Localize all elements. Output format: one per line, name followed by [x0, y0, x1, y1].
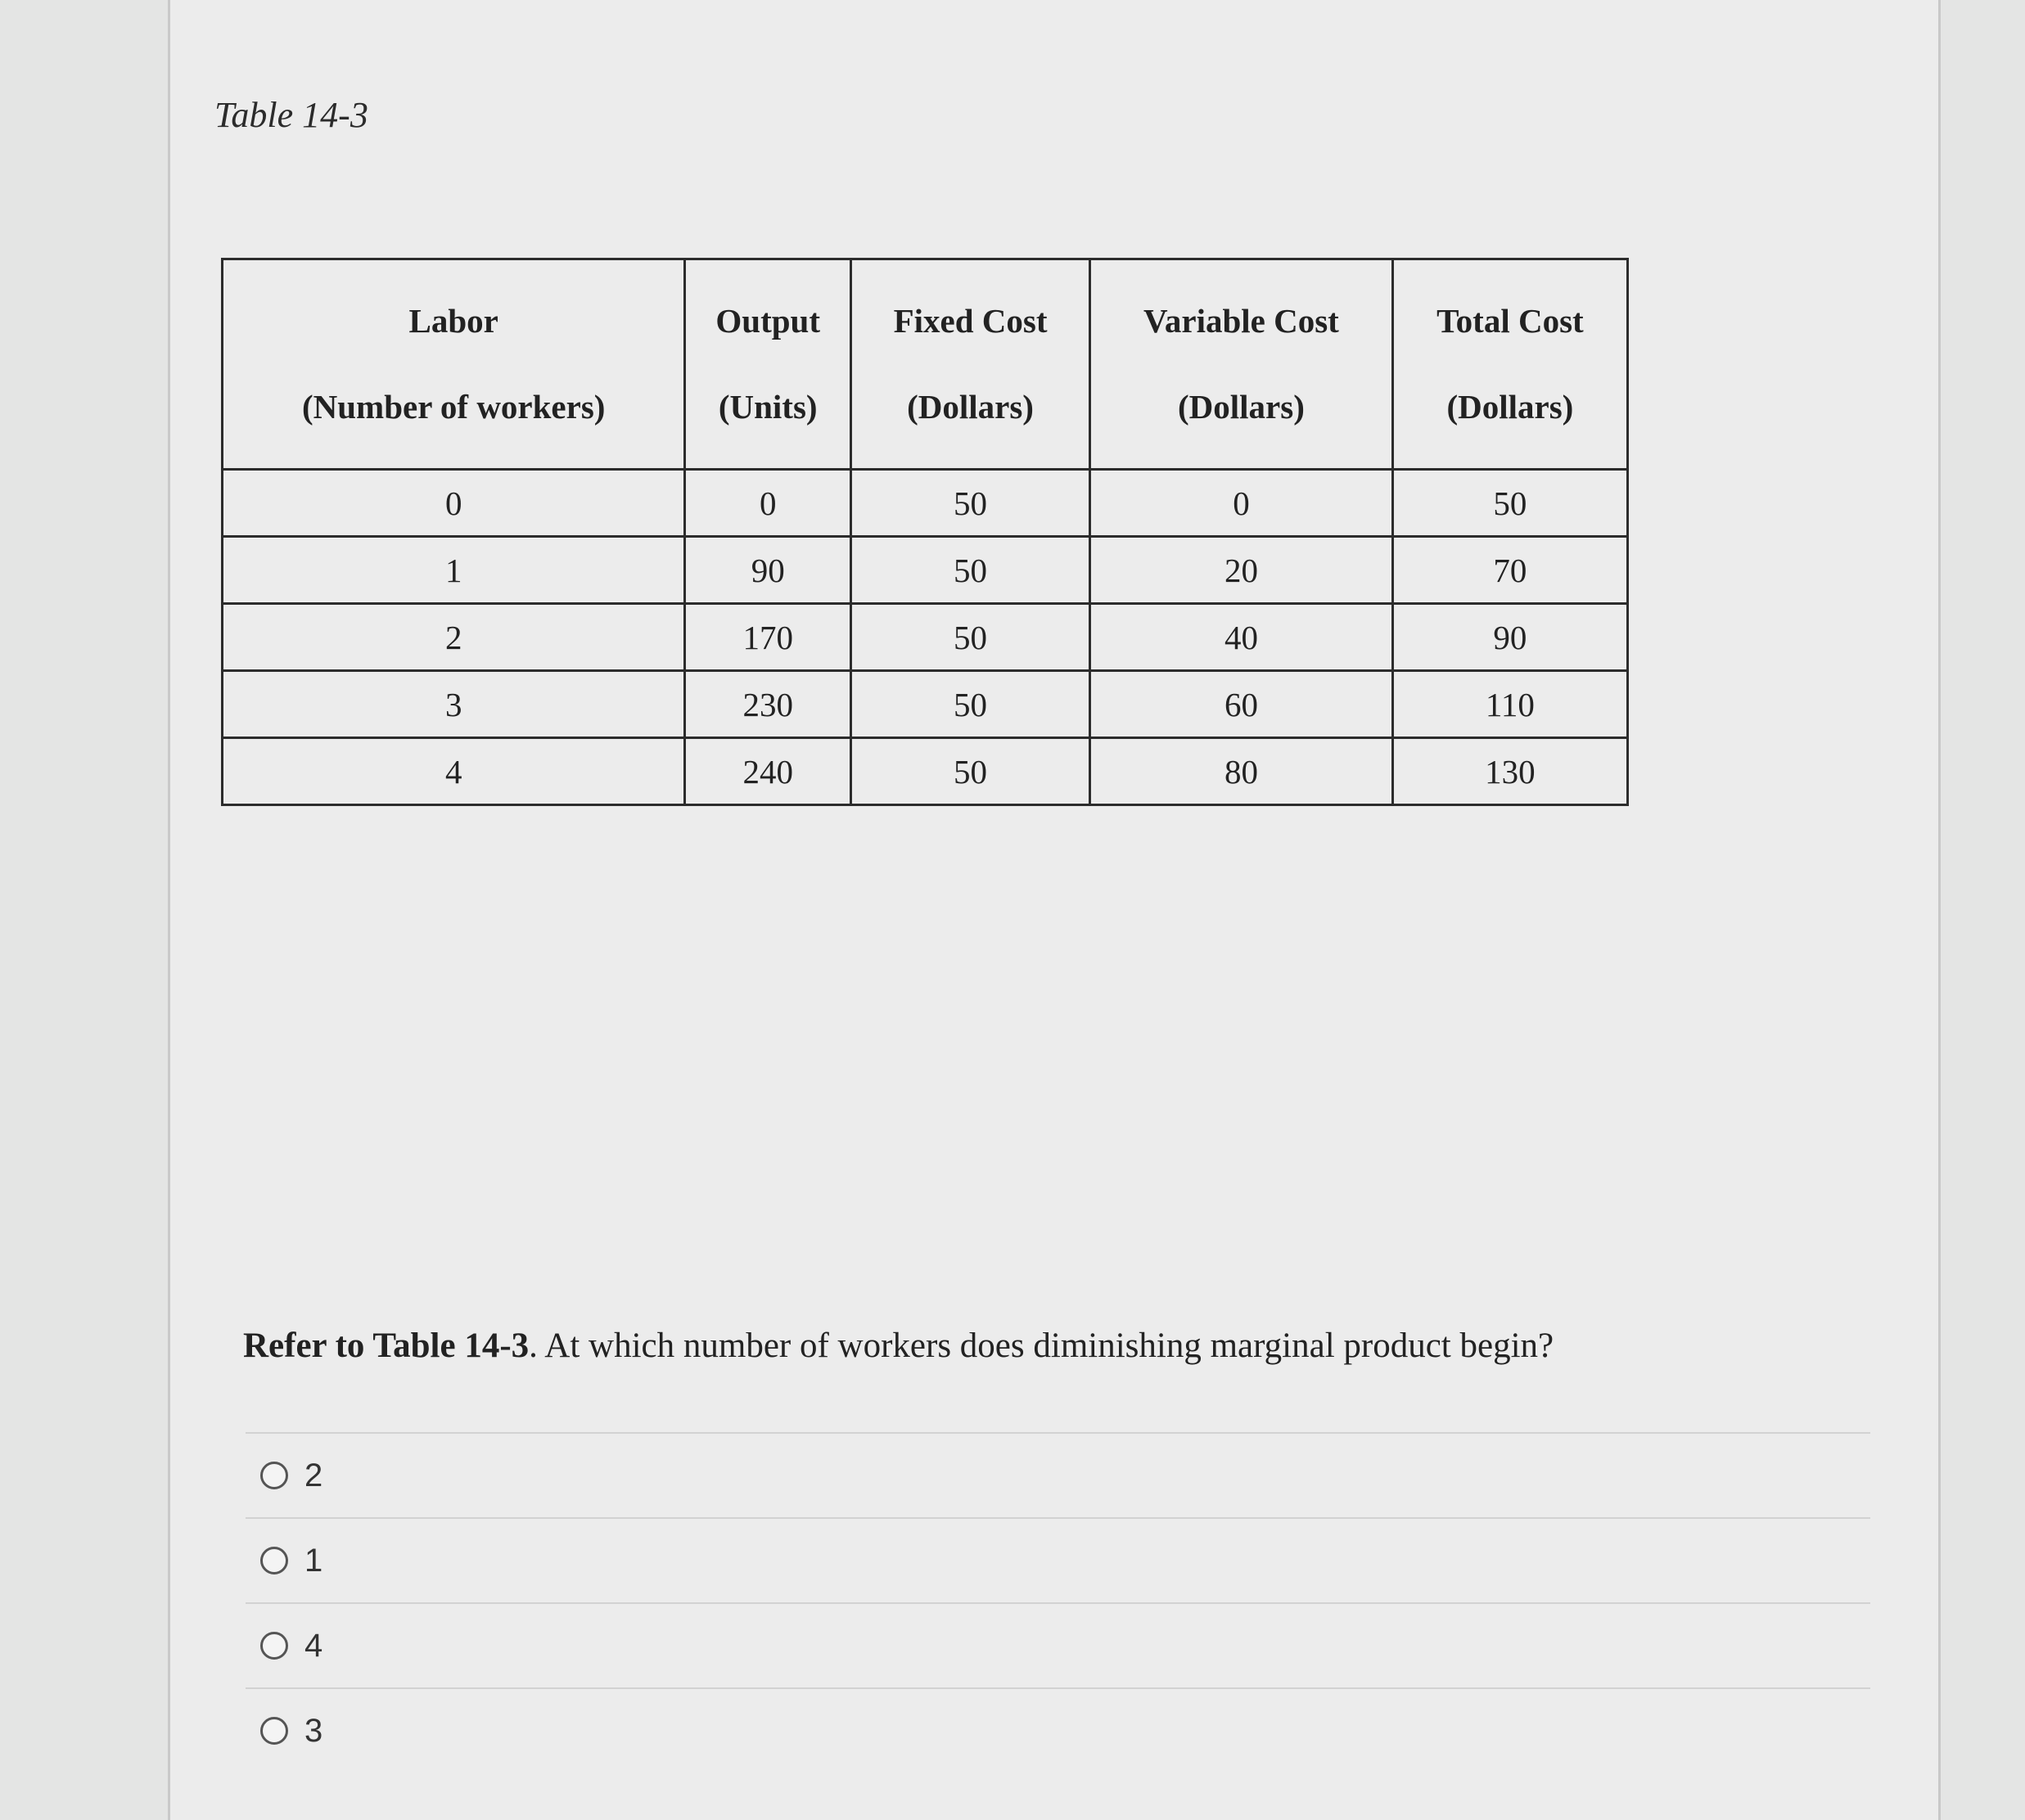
cost-table — [221, 258, 1629, 806]
header-labor — [223, 259, 685, 470]
radio-button-icon[interactable] — [260, 1462, 288, 1489]
question-body: . At which number of workers does diminishing marginal product begin? — [529, 1327, 1554, 1365]
cell-total-cost: 130 — [1392, 738, 1627, 805]
cell-labor: 4 — [223, 738, 685, 805]
radio-button-icon[interactable] — [260, 1547, 288, 1574]
header-fixed-cost-unit: (Dollars) — [907, 388, 1034, 426]
header-output — [685, 259, 851, 470]
cell-output: 90 — [685, 537, 851, 604]
cell-output: 0 — [685, 470, 851, 537]
cell-variable-cost: 40 — [1090, 604, 1393, 671]
cell-total-cost: 70 — [1392, 537, 1627, 604]
cell-variable-cost: 20 — [1090, 537, 1393, 604]
answer-options — [246, 1432, 1870, 1773]
radio-button-icon[interactable] — [260, 1717, 288, 1745]
cell-fixed-cost: 50 — [850, 470, 1089, 537]
cell-fixed-cost: 50 — [850, 537, 1089, 604]
table-row — [223, 671, 1628, 738]
header-variable-cost — [1090, 259, 1393, 470]
table-title: Table 14-3 — [214, 95, 368, 135]
header-variable-cost-unit: (Dollars) — [1178, 388, 1305, 426]
cell-fixed-cost: 50 — [850, 604, 1089, 671]
answer-option-label: 4 — [304, 1627, 323, 1664]
answer-option-label: 1 — [304, 1542, 323, 1579]
radio-button-icon[interactable] — [260, 1632, 288, 1660]
answer-option[interactable] — [246, 1517, 1870, 1602]
cell-fixed-cost: 50 — [850, 671, 1089, 738]
table-row — [223, 604, 1628, 671]
cell-variable-cost: 0 — [1090, 470, 1393, 537]
answer-option[interactable] — [246, 1687, 1870, 1773]
cell-fixed-cost: 50 — [850, 738, 1089, 805]
header-fixed-cost — [850, 259, 1089, 470]
header-fixed-cost-title: Fixed Cost — [893, 302, 1048, 340]
header-total-cost — [1392, 259, 1627, 470]
header-labor-unit: (Number of workers) — [301, 388, 606, 426]
question-table-reference: Refer to Table 14-3 — [243, 1327, 530, 1365]
header-total-cost-unit: (Dollars) — [1446, 388, 1574, 426]
cell-labor: 3 — [223, 671, 685, 738]
answer-option[interactable] — [246, 1602, 1870, 1687]
cell-labor: 2 — [223, 604, 685, 671]
answer-option-label: 3 — [304, 1712, 323, 1749]
cell-variable-cost: 60 — [1090, 671, 1393, 738]
cell-output: 170 — [685, 604, 851, 671]
answer-option-label: 2 — [304, 1457, 323, 1493]
question-text — [243, 1326, 1554, 1366]
cell-output: 240 — [685, 738, 851, 805]
header-output-unit: (Units) — [718, 388, 818, 426]
header-labor-title: Labor — [408, 302, 498, 340]
answer-option[interactable] — [246, 1432, 1870, 1517]
table-row — [223, 738, 1628, 805]
cell-labor: 1 — [223, 537, 685, 604]
header-output-title: Output — [715, 302, 820, 340]
cell-total-cost: 110 — [1392, 671, 1627, 738]
cell-total-cost: 50 — [1392, 470, 1627, 537]
table-row — [223, 537, 1628, 604]
cell-labor: 0 — [223, 470, 685, 537]
table-header-row — [223, 259, 1628, 470]
cell-variable-cost: 80 — [1090, 738, 1393, 805]
header-variable-cost-title: Variable Cost — [1143, 302, 1339, 340]
header-total-cost-title: Total Cost — [1436, 302, 1584, 340]
cell-output: 230 — [685, 671, 851, 738]
table-row — [223, 470, 1628, 537]
cell-total-cost: 90 — [1392, 604, 1627, 671]
